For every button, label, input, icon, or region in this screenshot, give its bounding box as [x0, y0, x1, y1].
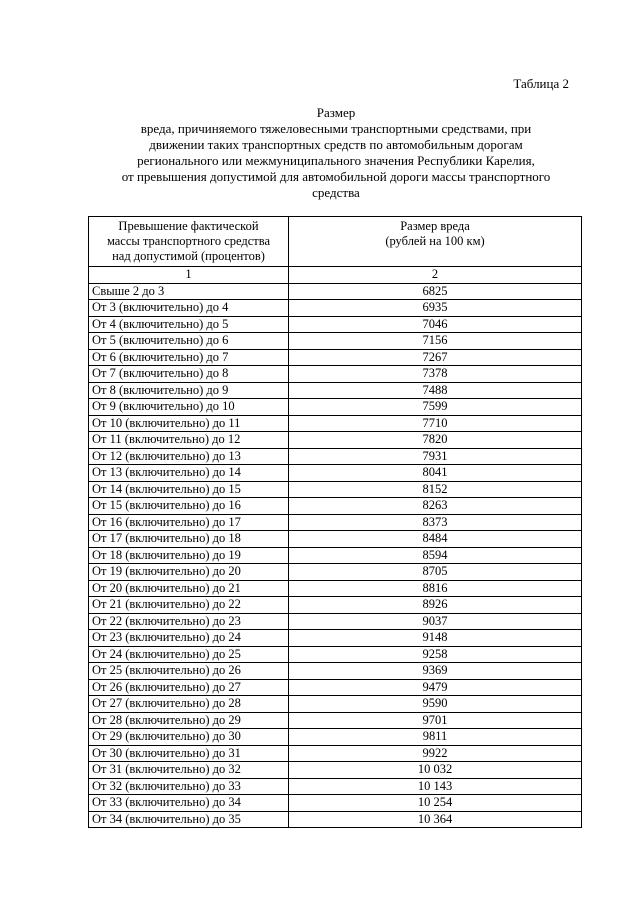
table-row: [89, 564, 582, 581]
title-line: от превышения допустимой для автомобильной дороги массы транспортного: [121, 169, 551, 184]
harm-value-cell: 7267: [289, 349, 582, 366]
table-row: [89, 349, 582, 366]
harm-value-cell: 10 254: [289, 795, 582, 812]
overweight-range-cell: От 18 (включительно) до 19: [89, 547, 289, 564]
overweight-range-cell: От 4 (включительно) до 5: [89, 316, 289, 333]
harm-value-cell: 7488: [289, 382, 582, 399]
table-row: [89, 597, 582, 614]
table-row: [89, 778, 582, 795]
table-row: [89, 745, 582, 762]
overweight-range-cell: От 12 (включительно) до 13: [89, 448, 289, 465]
table-row: [89, 316, 582, 333]
table-row: [89, 366, 582, 383]
overweight-range-cell: От 20 (включительно) до 21: [89, 580, 289, 597]
overweight-range-cell: От 14 (включительно) до 15: [89, 481, 289, 498]
overweight-range-cell: От 11 (включительно) до 12: [89, 432, 289, 449]
harm-value-cell: 7599: [289, 399, 582, 416]
overweight-range-cell: От 27 (включительно) до 28: [89, 696, 289, 713]
overweight-range-cell: От 16 (включительно) до 17: [89, 514, 289, 531]
title-line: движении таких транспортных средств по автомобильным дорогам: [149, 137, 523, 152]
header-line: (рублей на 100 км): [385, 234, 485, 248]
overweight-range-cell: От 13 (включительно) до 14: [89, 465, 289, 482]
overweight-range-cell: От 28 (включительно) до 29: [89, 712, 289, 729]
overweight-range-cell: Свыше 2 до 3: [89, 283, 289, 300]
table-number: Таблица 2: [513, 76, 569, 91]
harm-value-cell: 8705: [289, 564, 582, 581]
harm-value-cell: 6825: [289, 283, 582, 300]
table-row: [89, 514, 582, 531]
overweight-range-cell: От 6 (включительно) до 7: [89, 349, 289, 366]
table-row: [89, 795, 582, 812]
header-overweight-percent: [89, 217, 289, 267]
harm-value-cell: 9922: [289, 745, 582, 762]
overweight-range-cell: От 26 (включительно) до 27: [89, 679, 289, 696]
harm-value-cell: 9258: [289, 646, 582, 663]
harm-value-cell: 9811: [289, 729, 582, 746]
table-row: [89, 712, 582, 729]
overweight-range-cell: От 10 (включительно) до 11: [89, 415, 289, 432]
header-line: над допустимой (процентов): [112, 249, 265, 263]
title-line: регионального или межмуниципального значения Республики Карелия,: [137, 153, 535, 168]
harm-value-cell: 7046: [289, 316, 582, 333]
harm-value-cell: 10 032: [289, 762, 582, 779]
overweight-range-cell: От 25 (включительно) до 26: [89, 663, 289, 680]
header-line: массы транспортного средства: [106, 234, 271, 248]
harm-value-cell: 8926: [289, 597, 582, 614]
harm-value-cell: 10 143: [289, 778, 582, 795]
harm-value-cell: 10 364: [289, 811, 582, 828]
overweight-range-cell: От 9 (включительно) до 10: [89, 399, 289, 416]
table-row: [89, 481, 582, 498]
harm-value-cell: 9479: [289, 679, 582, 696]
overweight-range-cell: От 34 (включительно) до 35: [89, 811, 289, 828]
table-row: [89, 646, 582, 663]
table-row: [89, 498, 582, 515]
overweight-range-cell: От 29 (включительно) до 30: [89, 729, 289, 746]
table-row: [89, 415, 582, 432]
overweight-range-cell: От 23 (включительно) до 24: [89, 630, 289, 647]
harm-value-cell: 8816: [289, 580, 582, 597]
overweight-range-cell: От 15 (включительно) до 16: [89, 498, 289, 515]
harm-value-cell: 8263: [289, 498, 582, 515]
table-row: [89, 547, 582, 564]
table-row: [89, 630, 582, 647]
overweight-range-cell: От 30 (включительно) до 31: [89, 745, 289, 762]
harm-value-cell: 9590: [289, 696, 582, 713]
overweight-range-cell: От 19 (включительно) до 20: [89, 564, 289, 581]
table-row: [89, 679, 582, 696]
harm-value-cell: 8152: [289, 481, 582, 498]
table-row: [89, 613, 582, 630]
table-row: [89, 399, 582, 416]
table-row: [89, 580, 582, 597]
harm-value-cell: 9148: [289, 630, 582, 647]
column-number-row: [89, 267, 582, 284]
overweight-range-cell: От 17 (включительно) до 18: [89, 531, 289, 548]
overweight-range-cell: От 21 (включительно) до 22: [89, 597, 289, 614]
table-row: [89, 729, 582, 746]
overweight-range-cell: От 3 (включительно) до 4: [89, 300, 289, 317]
table-row: [89, 283, 582, 300]
harm-value-cell: 7156: [289, 333, 582, 350]
header-line: Размер вреда: [400, 219, 470, 233]
harm-table: [88, 216, 582, 828]
overweight-range-cell: От 24 (включительно) до 25: [89, 646, 289, 663]
overweight-range-cell: От 7 (включительно) до 8: [89, 366, 289, 383]
table-row: [89, 382, 582, 399]
harm-value-cell: 7710: [289, 415, 582, 432]
title-line: Размер: [316, 105, 356, 120]
column-number: 2: [289, 267, 582, 284]
header-line: Превышение фактической: [118, 219, 259, 233]
title-line: средства: [312, 185, 360, 200]
table-row: [89, 531, 582, 548]
table-row: [89, 762, 582, 779]
table-row: [89, 333, 582, 350]
overweight-range-cell: От 33 (включительно) до 34: [89, 795, 289, 812]
table-row: [89, 696, 582, 713]
document-title: [90, 105, 582, 201]
harm-value-cell: 7378: [289, 366, 582, 383]
table-row: [89, 300, 582, 317]
harm-value-cell: 6935: [289, 300, 582, 317]
overweight-range-cell: От 32 (включительно) до 33: [89, 778, 289, 795]
harm-value-cell: 7931: [289, 448, 582, 465]
header-row: [89, 217, 582, 267]
header-harm-amount: [289, 217, 582, 267]
overweight-range-cell: От 8 (включительно) до 9: [89, 382, 289, 399]
harm-value-cell: 9701: [289, 712, 582, 729]
harm-value-cell: 8373: [289, 514, 582, 531]
table-row: [89, 663, 582, 680]
harm-value-cell: 8041: [289, 465, 582, 482]
column-number: 1: [89, 267, 289, 284]
overweight-range-cell: От 31 (включительно) до 32: [89, 762, 289, 779]
harm-value-cell: 8484: [289, 531, 582, 548]
table-row: [89, 465, 582, 482]
harm-value-cell: 8594: [289, 547, 582, 564]
table-row: [89, 432, 582, 449]
table-row: [89, 811, 582, 828]
overweight-range-cell: От 5 (включительно) до 6: [89, 333, 289, 350]
title-line: вреда, причиняемого тяжеловесными транспортными средствами, при: [140, 121, 532, 136]
table-row: [89, 448, 582, 465]
harm-value-cell: 9037: [289, 613, 582, 630]
harm-value-cell: 9369: [289, 663, 582, 680]
overweight-range-cell: От 22 (включительно) до 23: [89, 613, 289, 630]
harm-value-cell: 7820: [289, 432, 582, 449]
